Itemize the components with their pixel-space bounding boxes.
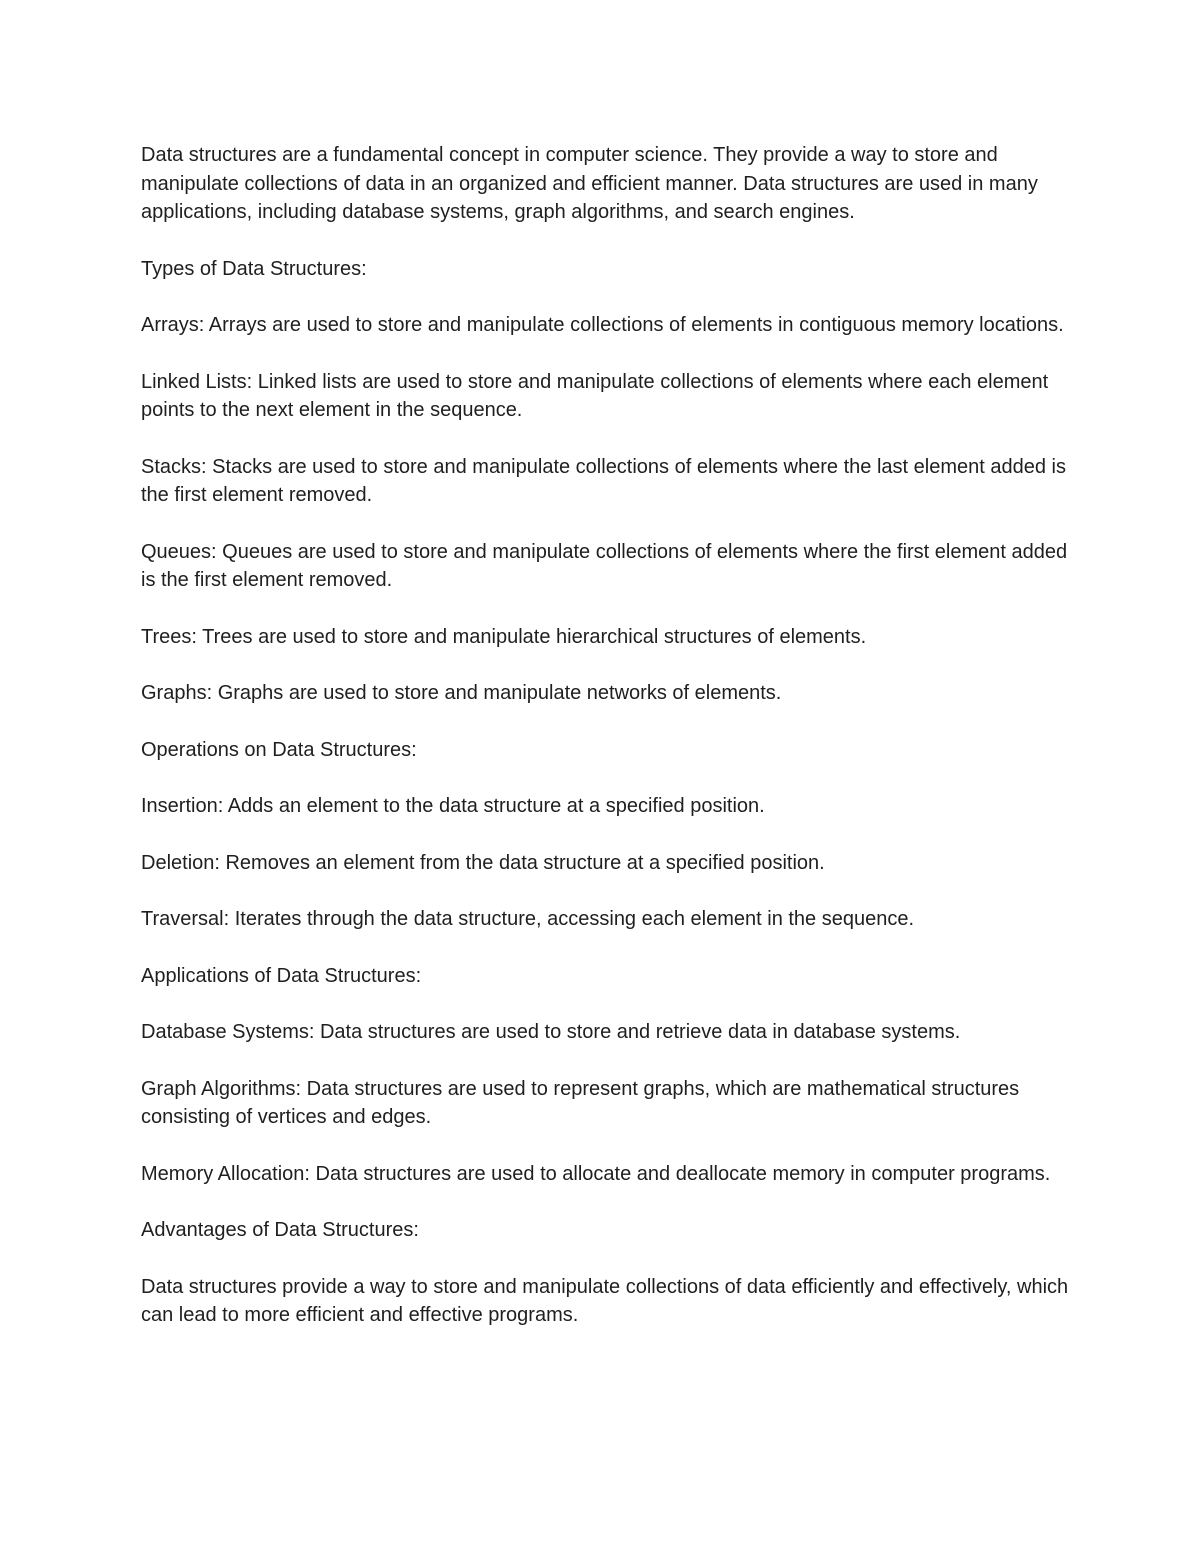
insertion-paragraph: Insertion: Adds an element to the data structure at a specified position. — [141, 795, 765, 817]
operations-heading: Operations on Data Structures: — [141, 738, 417, 761]
advantages-paragraph: Data structures provide a way to store and manipulate collections of data efficiently and effectively, which can lead to more efficient and effective programs. — [141, 1275, 1069, 1326]
queues-paragraph: Queues: Queues are used to store and manipulate collections of elements where the first element added is the first element removed. — [141, 540, 1068, 591]
graphs-paragraph: Graphs: Graphs are used to store and manipulate networks of elements. — [141, 682, 782, 704]
trees-paragraph: Trees: Trees are used to store and manipulate hierarchical structures of elements. — [141, 625, 867, 648]
advantages-heading: Advantages of Data Structures: — [141, 1219, 419, 1241]
graph-algorithms-paragraph: Graph Algorithms: Data structures are used to represent graphs, which are mathematical structures consisting of vertices and edges. — [141, 1077, 1020, 1128]
database-systems-paragraph: Database Systems: Data structures are used to store and retrieve data in database systems. — [141, 1021, 961, 1043]
arrays-paragraph: Arrays: Arrays are used to store and manipulate collections of elements in contiguous memory locations. — [141, 314, 1064, 336]
applications-heading: Applications of Data Structures: — [141, 964, 422, 987]
intro-paragraph: Data structures are a fundamental concept in computer science. They provide a way to store and manipulate collections of data in an organized and efficient manner. Data structures are used in many applications, including database systems, graph algorithms, and search engines. — [141, 144, 1038, 223]
types-heading: Types of Data Structures: — [141, 257, 367, 280]
deletion-paragraph: Deletion: Removes an element from the data structure at a specified position. — [141, 851, 825, 874]
document-body — [141, 141, 1071, 1358]
memory-allocation-paragraph: Memory Allocation: Data structures are used to allocate and deallocate memory in computer programs. — [141, 1162, 1051, 1185]
traversal-paragraph: Traversal: Iterates through the data structure, accessing each element in the sequence. — [141, 908, 915, 930]
stacks-paragraph: Stacks: Stacks are used to store and manipulate collections of elements where the last element added is the first element removed. — [141, 455, 1066, 506]
linked-lists-paragraph: Linked Lists: Linked lists are used to store and manipulate collections of elements where each element points to the next element in the sequence. — [141, 370, 1049, 421]
